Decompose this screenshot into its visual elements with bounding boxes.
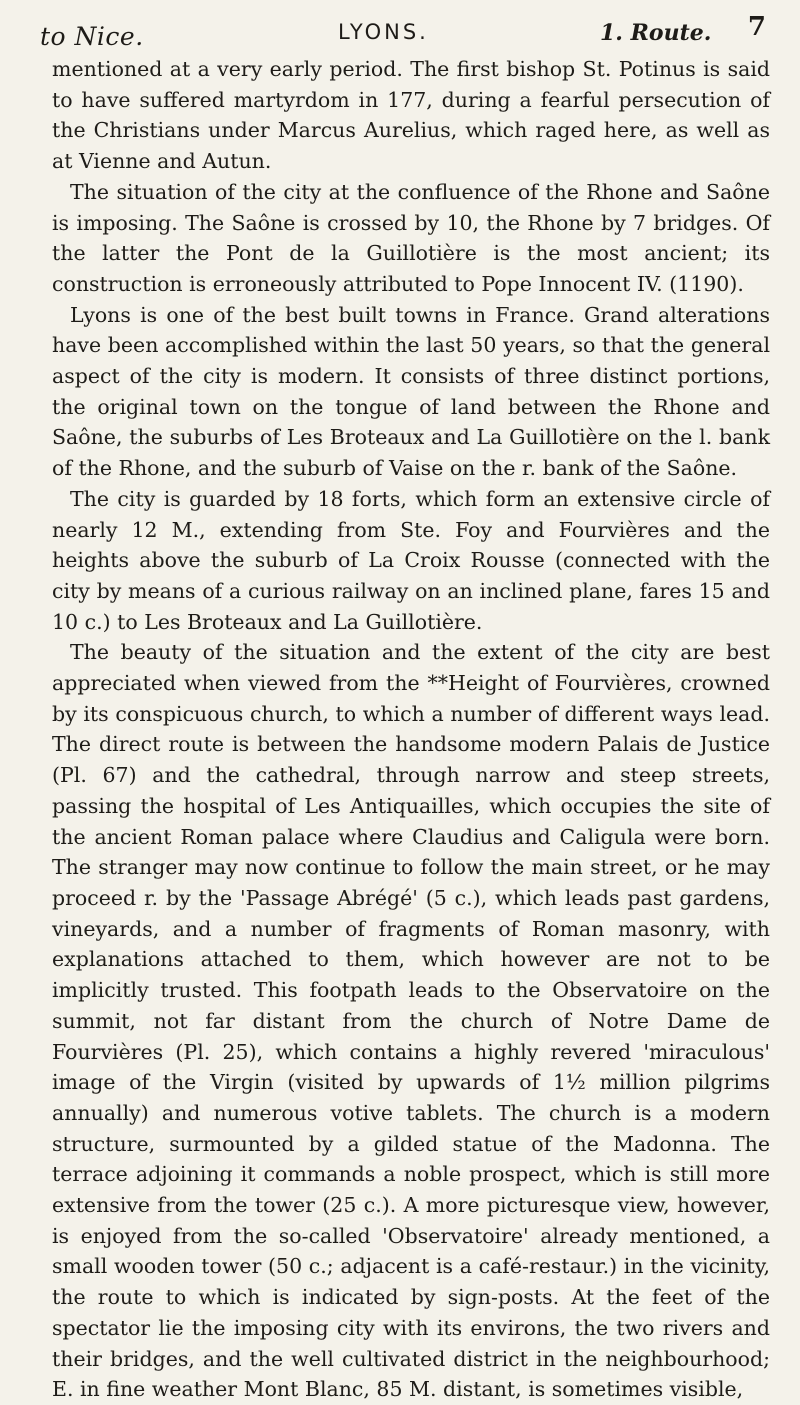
paragraph: Lyons is one of the best built towns in France. Grand alterations have been accomplished within the last 50 years, so that the general aspect of the city is modern. It consists of three distinct portions, the original town on the tongue of land between the Rhone and Saône, the suburbs of Les Broteaux and La Guillotière on the l. bank of the Rhone, and the suburb of Vaise on the r. bank of the Saône.	[52, 302, 770, 481]
body-text	[52, 54, 770, 1405]
paragraph: The beauty of the situation and the extent of the city are best appreciated when viewed from the **Height of Fourvières, crowned by its conspicuous church, to which a number of different ways lead. The direct route is between the handsome modern Palais de Justice (Pl. 67) and the cathedral, through narrow and steep streets, passing the hospital of Les Antiquailles, which occupies the site of the ancient Roman palace where Claudius and Caligula were born. The stranger may now continue to follow the main street, or he may proceed r. by the 'Passage Abrégé' (5 c.), which leads past gardens, vineyards, and a number of fragments of Roman masonry, with explanations attached to them, which however are not to be implicitly trusted. This footpath leads to the Observatoire on the summit, not far distant from the church of Notre Dame de Fourvières (Pl. 25), which contains a highly revered 'miraculous' image of the Virgin (visited by upwards of 1½ million pilgrims annually) and numerous votive tablets. The church is a modern structure, surmounted by a gilded statue of the Madonna. The terrace adjoining it commands a noble prospect, which is still more extensive from the tower (25 c.). A more picturesque view, however, is enjoyed from the so-called 'Observatoire' already mentioned, a small wooden tower (50 c.; adjacent is a café-restaur.) in the vicinity, the route to which is indicated by sign-posts. At the feet of the spectator lie the imposing city with its environs, the two rivers and their bridges, and the well cultivated district in the neighbourhood; E. in fine weather Mont Blanc, 85 M. distant, is sometimes visible,	[52, 640, 770, 1402]
page-number: 7	[747, 12, 766, 42]
paragraph: mentioned at a very early period. The first bishop St. Potinus is said to have suffered martyrdom in 177, during a fearful persecution of the Christians under Marcus Aurelius, which raged here, as well as at Vienne and Autun.	[52, 57, 770, 174]
header-title: LYONS.	[338, 20, 429, 44]
running-header	[40, 8, 766, 51]
paragraph: The city is guarded by 18 forts, which form an extensive circle of nearly 12 M., extending from Ste. Foy and Fourvières and the heights above the suburb of La Croix Rousse (connected with the city by means of a curious railway on an inclined plane, fares 15 and 10 c.) to Les Broteaux and La Guillotière.	[52, 486, 770, 634]
header-route: 1. Route.	[600, 20, 712, 46]
paragraph: The situation of the city at the confluence of the Rhone and Saône is imposing. The Saône is crossed by 10, the Rhone by 7 bridges. Of the latter the Pont de la Guillotière is the most ancient; its construction is erroneously attributed to Pope Innocent IV. (1190).	[52, 179, 770, 296]
header-left: to Nice.	[40, 22, 144, 51]
